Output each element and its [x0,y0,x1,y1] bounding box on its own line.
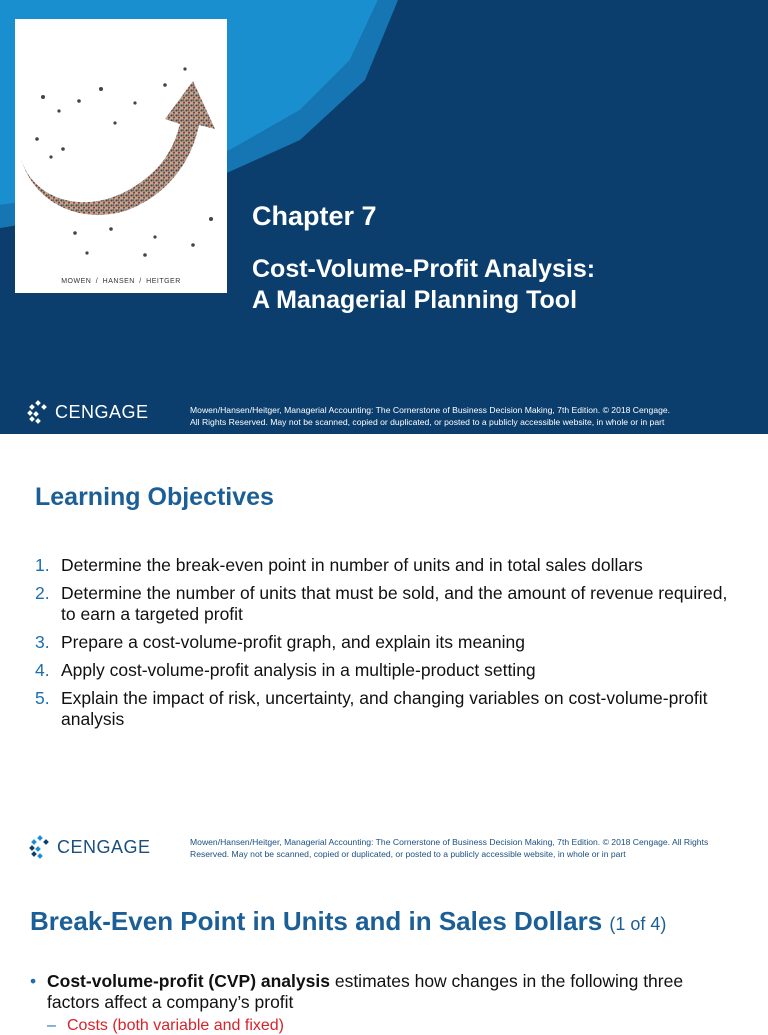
item-number: 3. [35,632,50,652]
brand-wordmark: CENGAGE [55,401,149,422]
item-number: 5. [35,688,50,708]
part-indicator: (1 of 4) [609,914,667,934]
copyright-line-1: Mowen/Hansen/Heitger, Managerial Accounting: The Cornerstone of Business Decision Making, 7th Edition. © 2018 Cengage. [190,405,671,415]
item-text-rest: estimates how changes in the following three factors affect a company’s profit [47,971,684,1012]
slide-heading: Learning Objectives [35,483,274,511]
bold-term: Cost-volume-profit (CVP) analysis [47,971,330,991]
dash-icon: – [47,1017,56,1034]
item-text [47,971,720,1013]
cengage-logo-icon [27,400,49,424]
item-text: Apply cost-volume-profit analysis in a multiple-product setting [61,660,536,680]
item-text: Determine the break-even point in number of units and in total sales dollars [61,555,643,575]
objectives-list [35,555,735,737]
sub-list-item [47,1017,284,1035]
slide-title-line-1: Cost-Volume-Profit Analysis: [252,255,596,283]
list-item [35,688,735,730]
bullet-icon: • [30,971,37,991]
list-item [30,971,720,1013]
copyright-notice [190,404,740,428]
chapter-label: Chapter 7 [252,201,377,231]
slide-title-line-2: A Managerial Planning Tool [252,286,578,314]
crowd-arrow-illustration [15,19,227,293]
title-slide [0,0,768,434]
sub-item-text: Costs (both variable and fixed) [67,1017,284,1034]
list-item [35,660,735,681]
book-cover [15,19,227,293]
cengage-brand [27,400,149,424]
item-text: Determine the number of units that must be sold, and the amount of revenue required, to earn a targeted profit [61,583,728,624]
item-number: 4. [35,660,50,680]
cover-authors: MOWEN / HANSEN / HEITGER [61,278,181,285]
heading-text: Break-Even Point in Units and in Sales Dollars [30,906,603,936]
break-even-slide [0,879,768,1034]
cengage-brand [29,835,151,859]
objectives-slide [0,434,768,879]
brand-wordmark: CENGAGE [57,836,151,857]
cengage-logo-icon [29,835,51,859]
item-number: 1. [35,555,50,575]
item-text: Explain the impact of risk, uncertainty, and changing variables on cost-volume-profit analysis [61,688,708,729]
list-item [35,555,735,576]
item-text: Prepare a cost-volume-profit graph, and explain its meaning [61,632,525,652]
copyright-line-2: All Rights Reserved. May not be scanned, copied or duplicated, or posted to a publicly accessible website, in whole or in part [190,417,665,427]
list-item [35,632,735,653]
slide-heading [30,906,666,937]
item-number: 2. [35,583,50,603]
copyright-notice: Mowen/Hansen/Heitger, Managerial Accounting: The Cornerstone of Business Decision Making, 7th Edition. © 2018 Cengage. All Rights Reserved. May not be scanned, copied or duplicated, or posted to a publicly accessible website, in whole or in part [190,837,709,859]
list-item [35,583,735,625]
